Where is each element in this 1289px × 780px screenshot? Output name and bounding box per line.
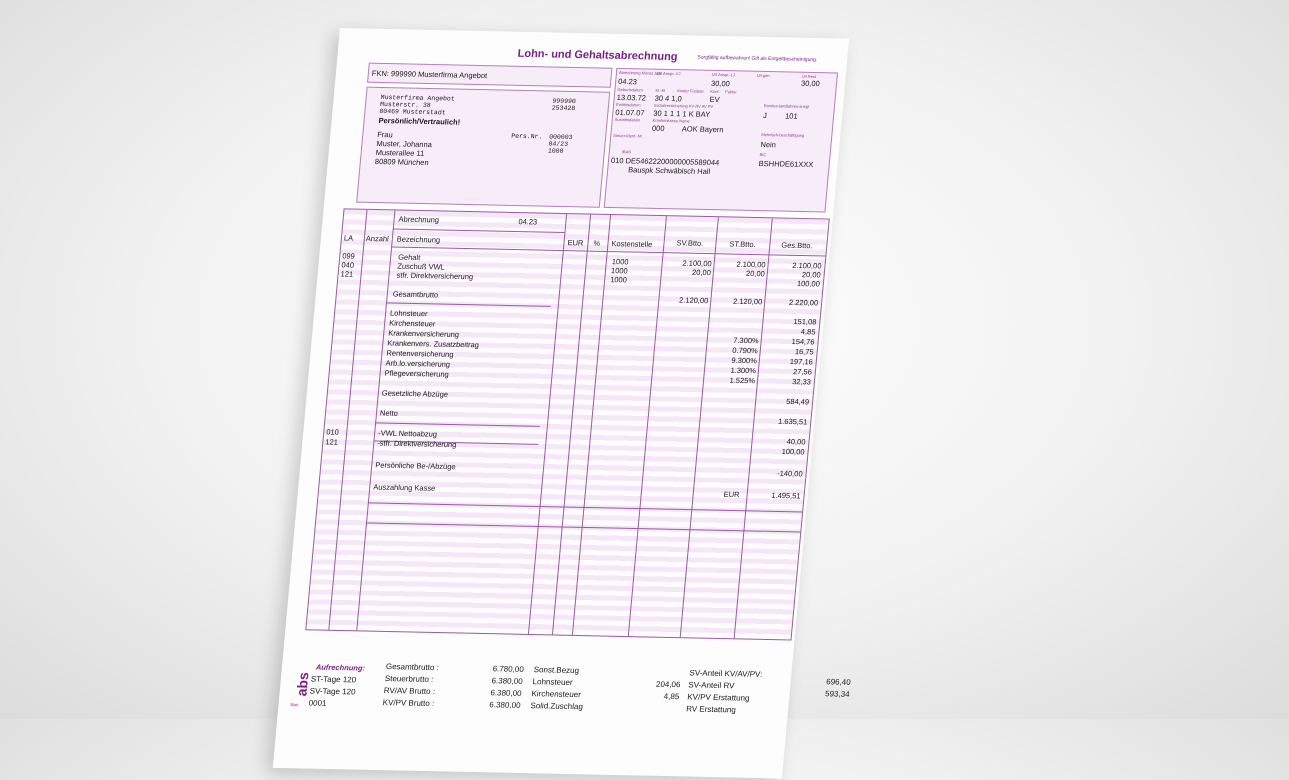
footer-label: KV/PV Brutto : <box>382 698 435 709</box>
sv-value: 593,34 <box>824 689 850 699</box>
deduction-amount: 154,76 <box>791 336 815 347</box>
label-mehrfach: Mehrfach-beschäftigung <box>761 132 805 138</box>
footer-label2: Lohnsteuer <box>532 677 574 687</box>
row-sv: 20,00 <box>691 267 712 278</box>
footer-label2: Solid.Zuschlag <box>530 701 584 712</box>
blatt-label: Blatt <box>290 702 299 708</box>
info-hours2: 30,00 <box>800 78 821 89</box>
info-bic: BSHHDE61XXX <box>758 158 814 170</box>
label-konf: Konf. <box>710 88 720 95</box>
row-ges: 2.100,00 <box>791 260 822 271</box>
label-jahresausgl: Jahres-ausgl. <box>785 103 811 109</box>
label-url-rest: Url.Rest <box>801 73 817 80</box>
deduction-name: Pflegeversicherung <box>384 368 450 379</box>
label-abrechnung: Abrechnung Monat Jahr <box>618 69 662 76</box>
label-faktor: Faktor <box>725 89 737 95</box>
row-la: 121 <box>340 269 354 279</box>
info-bank: Bauspk Schwäbisch Hall <box>627 165 711 176</box>
aufrechnung-label: Aufrechnung: <box>315 662 366 673</box>
label-iban: IBAN <box>621 149 632 155</box>
footer-label2: Kirchensteuer <box>531 689 582 700</box>
label-bic: BIC <box>759 152 767 158</box>
earnings-table <box>305 208 830 640</box>
info-ev: EV <box>709 94 721 105</box>
personal-amount: 100,00 <box>781 446 805 457</box>
info-mehrfach: Nein <box>760 140 777 150</box>
row-st: 2.100,00 <box>736 259 766 270</box>
row-name: Gehalt <box>397 252 421 263</box>
persnr-value: 000003 <box>548 133 573 142</box>
info-svcodes: 30 1 1 1 1 K BAY <box>652 108 711 119</box>
label-url-gen: Url.gen. <box>756 72 772 79</box>
deduction-pct: 9.300% <box>731 355 758 366</box>
persoenliche-label: Persönliche Be-/Abzüge <box>374 460 457 472</box>
abrechnung-period: 04.23 <box>518 217 538 227</box>
employer-name: Musterfirma Angebot <box>380 93 456 103</box>
info-hours: 30,00 <box>710 78 731 89</box>
label-sv: Sozialversicherung KV RV AV PV <box>653 102 714 109</box>
netto-amount: 1.635,51 <box>777 416 808 427</box>
deduction-name: Krankenvers. Zusatzbeitrag <box>386 338 480 350</box>
deduction-name: Krankenversicherung <box>387 328 460 340</box>
gesamtbrutto-st: 2.120,00 <box>732 296 763 307</box>
aufrechnung-footer <box>290 658 852 748</box>
row-la: 099 <box>341 251 356 261</box>
employer-city: 80469 Musterstadt <box>379 107 446 117</box>
deduction-amount: 197,16 <box>789 356 814 367</box>
row-sv: 2.100,00 <box>682 258 713 269</box>
deduction-amount: 32,33 <box>791 377 812 387</box>
st-tage: ST-Tage 120 <box>310 674 357 685</box>
deduction-name: Kirchensteuer <box>388 318 436 329</box>
label-austritt: Austrittsdatum <box>614 116 641 123</box>
label-url-vj: Url.Anspr.-VJ <box>656 70 681 77</box>
label-url-lj: Url.Anspr.-LJ <box>711 71 736 78</box>
footer-value: 6.780,00 <box>492 664 525 674</box>
personal-amount: 40,00 <box>786 437 806 447</box>
row-kst: 1000 <box>611 257 629 267</box>
employer-num2: 253428 <box>551 104 576 113</box>
confidential-note: Persönlich/Vertraulich! <box>378 115 461 127</box>
auszahlung-amount: 1.495,51 <box>771 490 801 501</box>
employee-code: 1000 <box>547 147 564 155</box>
col-st-btto: ST.Btto. <box>729 239 757 250</box>
col-la: LA <box>343 233 354 243</box>
gesamtbrutto-label: Gesamtbrutto <box>392 289 439 300</box>
employer-street: Musterstr. 38 <box>379 100 432 110</box>
label-stkl: St.-Kl. <box>655 87 667 93</box>
personal-la: 010 <box>325 427 340 437</box>
row-ges: 20,00 <box>801 270 822 280</box>
row-kst: 1000 <box>610 266 629 276</box>
gesetzliche-label: Gesetzliche Abzüge <box>381 388 449 399</box>
label-geburtsdatum: Geburtsdatum <box>617 86 644 93</box>
col-ges-btto: Ges.Btto. <box>780 240 813 251</box>
document-subtitle: Sorgfältig aufbewahren! Gilt als Entgeltbescheinigung. <box>697 54 818 64</box>
persoenliche-amount: -140,00 <box>776 468 803 479</box>
footer-value2: 4,85 <box>663 691 680 702</box>
deduction-name: Rentenversicherung <box>386 348 454 359</box>
abrechnung-label: Abrechnung <box>398 214 440 225</box>
info-box <box>604 68 838 213</box>
gesamtbrutto-ges: 2.220,00 <box>788 297 819 308</box>
info-entry: 01.07.07 <box>614 107 645 118</box>
gesamtbrutto-sv: 2.120,00 <box>678 295 709 306</box>
deduction-name: Lohnsteuer <box>389 308 428 319</box>
info-birth: 13.03.72 <box>616 92 647 103</box>
footer-label: RV/AV Brutto : <box>383 686 436 697</box>
auszahlung-label: Auszahlung Kasse <box>372 482 436 493</box>
label-bundesland: Bundes-land <box>763 103 787 109</box>
deduction-pct: 1.300% <box>730 365 757 376</box>
info-period: 04.23 <box>617 76 638 87</box>
row-st: 20,00 <box>745 268 766 279</box>
deduction-amount: 27,56 <box>792 367 813 377</box>
employee-period: 04/23 <box>548 140 569 148</box>
label-eintritt: Eintrittsdatum <box>615 101 641 108</box>
label-krankenkasse: Krankenkasse Name <box>652 117 690 124</box>
footer-value: 6.380,00 <box>491 676 524 686</box>
info-kkname: AOK Bayern <box>681 124 724 135</box>
info-code101: 101 <box>784 111 799 121</box>
col-pct: % <box>593 238 601 248</box>
fkn-text: FKN: 999990 Musterfirma Angebot <box>371 68 488 81</box>
auszahlung-currency: EUR <box>723 489 740 500</box>
info-iban: 010 DE54622200000005589044 <box>610 155 720 168</box>
deduction-amount: 16,75 <box>794 347 815 357</box>
col-eur: EUR <box>567 238 584 248</box>
sv-label: SV-Anteil RV <box>687 680 735 691</box>
abs-logo: abs <box>293 672 312 697</box>
deduction-amount: 151,08 <box>793 316 817 327</box>
persnr-label: Pers.Nr. <box>510 132 543 141</box>
netto-label: Netto <box>379 408 399 418</box>
sv-label: SV-Anteil KV/AV/PV: <box>689 668 763 679</box>
employee-salutation: Frau <box>376 129 394 140</box>
row-ges: 100,00 <box>796 279 821 289</box>
employee-city: 80809 München <box>374 156 429 168</box>
sv-label: KV/PV Erstattung <box>686 692 750 703</box>
row-name: stfr. Direktversicherung <box>396 270 474 282</box>
col-anzahl: Anzahl <box>365 233 390 244</box>
personal-name: -stfr. Direktversicherung <box>376 438 457 450</box>
deduction-amount: 4,85 <box>800 327 816 337</box>
gesetzliche-amount: 584,49 <box>785 396 810 407</box>
deduction-pct: 7.300% <box>732 335 760 346</box>
address-box <box>356 87 610 208</box>
row-kst: 1000 <box>609 275 628 285</box>
footer-value2: 204,06 <box>655 679 681 690</box>
personal-name: -VWL Nettoabzug <box>377 428 438 439</box>
footer-value: 6.380,00 <box>490 688 522 698</box>
footer-label: Steuerbrutto : <box>384 674 434 685</box>
row-name: Zuschuß VWL <box>396 261 446 272</box>
employee-street: Musterallee 11 <box>375 147 425 158</box>
col-kostenstelle: Kostenstelle <box>611 239 653 249</box>
col-sv-btto: SV.Btto. <box>676 238 704 248</box>
sv-value: 696,40 <box>825 677 852 687</box>
employer-num1: 999990 <box>552 97 577 106</box>
document-title: Lohn- und Gehaltsabrechnung <box>517 47 679 64</box>
col-bezeichnung: Bezeichnung <box>396 234 441 245</box>
employee-name: Muster, Johanna <box>376 138 433 150</box>
footer-label: Gesamtbrutto : <box>385 662 440 673</box>
fkn-box <box>367 63 612 88</box>
label-kinder: Kinder Freibetr. <box>677 88 705 94</box>
personal-la: 121 <box>324 437 339 447</box>
blatt-number: 0001 <box>308 698 327 708</box>
deduction-name: Arb.lo.versicherung <box>385 358 451 369</box>
info-kkcode: 000 <box>651 123 665 133</box>
info-taxclass: 30 4 1,0 <box>654 93 683 104</box>
sv-tage: SV-Tage 120 <box>309 686 356 697</box>
info-j: J <box>762 111 768 121</box>
footer-label2: Sonst.Bezug <box>533 665 580 676</box>
label-steuerid: Steuer-Ident.-Nr. <box>613 132 644 139</box>
payslip-document <box>273 28 852 779</box>
sv-label: RV Erstattung <box>685 704 737 715</box>
deduction-pct: 1.525% <box>729 375 756 386</box>
row-la: 040 <box>341 260 355 270</box>
footer-value: 6.380,00 <box>488 700 521 710</box>
deduction-pct: 0.790% <box>731 345 759 356</box>
